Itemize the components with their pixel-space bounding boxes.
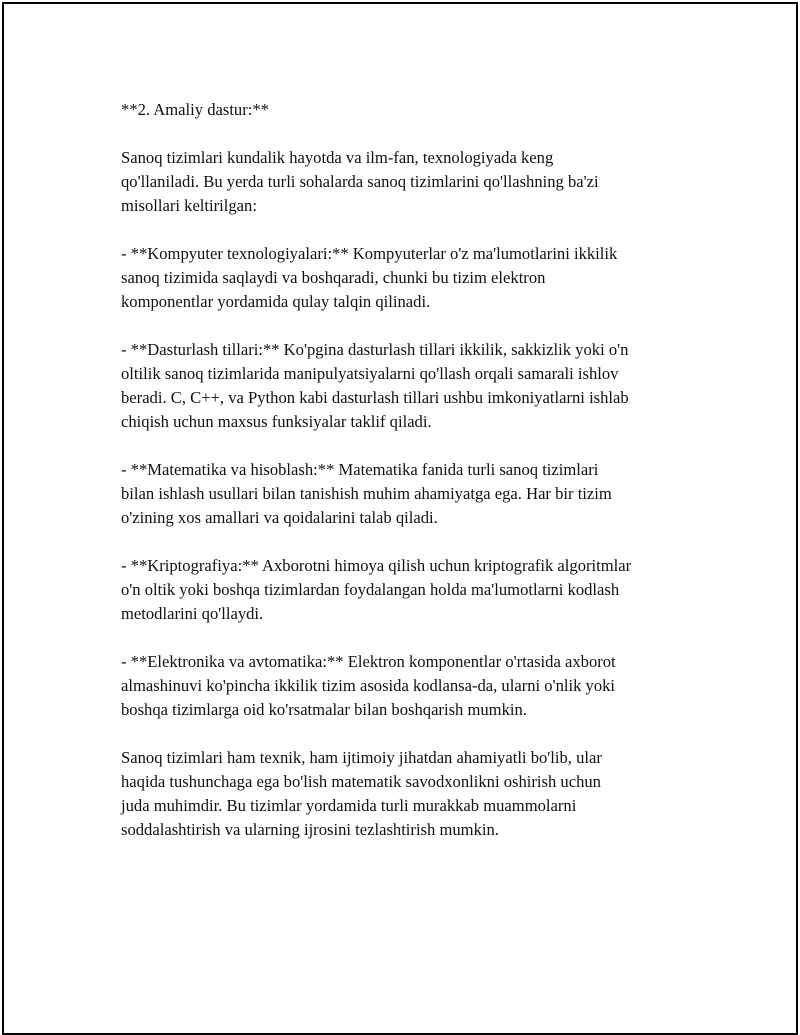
conclusion-paragraph: Sanoq tizimlari ham texnik, ham ijtimoiy jihatdan ahamiyatli bo'lib, ular haqida tushunchaga ega bo'lish matematik savodxonlikni oshirish uchun juda muhimdir. Bu tizimlar yordamida turli murakkab muammolarni soddalashtirish va ularning ijrosini tezlashtirish mumkin.: [121, 748, 602, 839]
bullet-item-programming-languages: - **Dasturlash tillari:** Ko'pgina dasturlash tillari ikkilik, sakkizlik yoki o'n oltilik sanoq tizimlarida manipulyatsiyalarni qo'llash orqali samarali ishlov beradi. C, C++, va Python kabi dasturlash tillari ushbu imkoniyatlarni ishlab chiqish uchun maxsus funksiyalar taklif qiladi.: [121, 340, 629, 431]
intro-paragraph: Sanoq tizimlari kundalik hayotda va ilm-fan, texnologiyada keng qo'llaniladi. Bu yerda turli sohalarda sanoq tizimlarini qo'llashning ba'zi misollari keltirilgan:: [121, 148, 599, 215]
document-body: [121, 98, 696, 842]
bullet-item-cryptography: - **Kriptografiya:** Axborotni himoya qilish uchun kriptografik algoritmlar o'n oltik yoki boshqa tizimlardan foydalangan holda ma'lumotlarni kodlash metodlarini qo'llaydi.: [121, 556, 632, 623]
bullet-item-computer-technology: - **Kompyuter texnologiyalari:** Kompyuterlar o'z ma'lumotlarini ikkilik sanoq tizimida saqlaydi va boshqaradi, chunki bu tizim elektron komponentlar yordamida qulay talqin qilinadi.: [121, 244, 618, 311]
section-heading: **2. Amaliy dastur:**: [121, 100, 269, 119]
bullet-item-electronics: - **Elektronika va avtomatika:** Elektron komponentlar o'rtasida axborot almashinuvi ko'pincha ikkilik tizim asosida kodlansa-da, ularni o'nlik yoki boshqa tizimlarga oid ko'rsatmalar bilan boshqarish mumkin.: [121, 652, 616, 719]
page-frame: [2, 2, 798, 1035]
bullet-item-mathematics: - **Matematika va hisoblash:** Matematika fanida turli sanoq tizimlari bilan ishlash usullari bilan tanishish muhim ahamiyatga ega. Har bir tizim o'zining xos amallari va qoidalarini talab qiladi.: [121, 460, 612, 527]
